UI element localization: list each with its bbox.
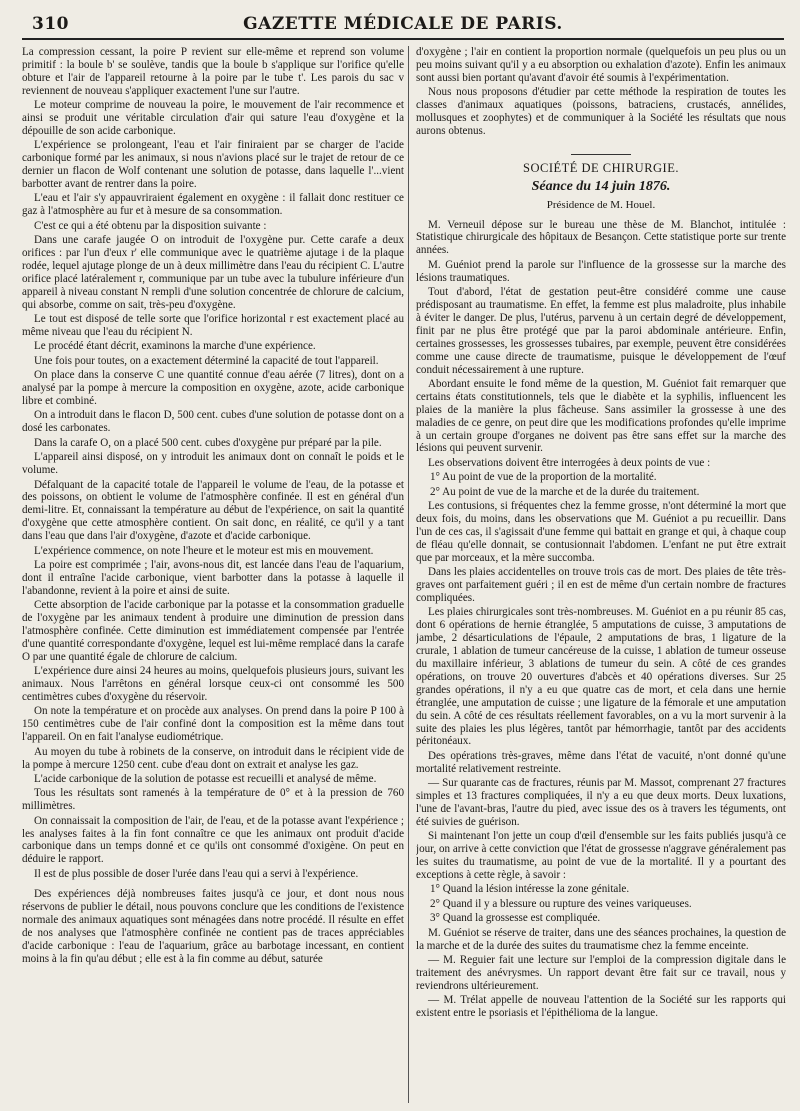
- left-paragraph: On place dans la conserve C une quantité connue d'eau aérée (7 litres), dont on a analysé par la pompe à mercure la composition en oxygène, azote, acide carbonique libre et combiné.: [22, 369, 404, 408]
- numbered-point: 2° Au point de vue de la marche et de la durée du traitement.: [430, 485, 700, 498]
- journal-title: GAZETTE MÉDICALE DE PARIS.: [243, 14, 563, 34]
- left-paragraph: Cette absorption de l'acide carbonique par la potasse et la consommation graduelle de l'oxygène par les animaux tendent à produire une diminution de pression dans l'atmosphère confinée. Cette diminution est immédiatement compensée par l'entrée d'une quantité correspondante d'oxygène, lequel est lui-même remplacé dans la carafe O par une quantité égale de chlorure de calcium.: [22, 599, 404, 663]
- column-divider: [408, 46, 409, 1103]
- report-paragraph: — M. Trélat appelle de nouveau l'attention de la Société sur les rapports qui existent entre le psoriasis et l'épithélioma de la langue.: [416, 994, 786, 1020]
- report-paragraph: — M. Reguier fait une lecture sur l'emploi de la compression digitale dans le traitement des anévrysmes. Un rapport devant être fait sur ce travail, nous y reviendrons ultérieurement.: [416, 953, 786, 992]
- numbered-point: 1° Au point de vue de la proportion de la mortalité.: [430, 471, 657, 484]
- right-continuation-paragraph: d'oxygène ; l'air en contient la proportion normale (quelquefois un peu plus ou un peu moins suivant qu'il y a eu absorption ou exhalation d'azote). Enfin les animaux sont aussi bien portant qu'avant d'avoir été soumis à l'expérimentation.: [416, 46, 786, 84]
- left-column: [22, 46, 404, 1103]
- left-paragraph: On a introduit dans le flacon D, 500 cent. cubes d'une solution de potasse dont on a dosé les carbonates.: [22, 409, 404, 435]
- report-paragraph: Les contusions, si fréquentes chez la femme grosse, n'ont déterminé la mort que deux fois, du moins, dans les observations que M. Guéniot a pu recueillir. Dans l'un de ces cas, il s'agissait d'une femme qui battait en grange et qui, à chaque coup de fléau qu'elle donnait, se contusionnait l'abdomen. L'enfant ne put être extrait que par morceaux, et la mère succomba.: [416, 500, 786, 564]
- left-paragraph: On connaissait la composition de l'air, de l'eau, et de la potasse avant l'expérience ; les analyses faites à la fin font connaître ce que les animaux ont produit d'acide carbonique dans un temps donné et ce qu'ils ont consommé d'oxigène. On peut en déduire le rapport.: [22, 814, 404, 866]
- left-paragraph: Le tout est disposé de telle sorte que l'orifice horizontal r est exactement placé au même niveau que l'eau du récipient N.: [22, 313, 404, 339]
- left-paragraph: Tous les résultats sont ramenés à la température de 0° et à la pression de 760 millimètres.: [22, 787, 404, 813]
- left-paragraph: Défalquant de la capacité totale de l'appareil le volume de l'eau, de la potasse et des poissons, on obtient le volume de l'atmosphère confinée. Il est en général d'un demi-litre. Et, connaissant la température au début de l'expérience, on sait la quantité d'oxygène que cette atmosphère contient. On sait donc, en réalité, ce qu'il y a tant dans l'eau que dans l'air d'oxygène, d'azote et d'acide carbonique.: [22, 478, 404, 543]
- left-paragraph: Dans une carafe jaugée O on introduit de l'oxygène pur. Cette carafe a deux orifices : par l'un d'eux r' elle communique avec le quatrième ajutage i de la plaque rodée, lequel ajutage plonge de un à deux millimètre dans l'eau du récipient C. L'autre orifice placé latéralement r, communique par un tube avec la tubulure inférieure d'un appareil à niveau constant N rempli d'une solution concentrée de chlorure de calcium, qui absorbe, comme on sait, très-peu d'oxygène.: [22, 234, 404, 311]
- right-continuation-paragraph: Nous nous proposons d'étudier par cette méthode la respiration de toutes les classes d'animaux aquatiques (poissons, batraciens, crustacés, annélides, mollusques et zoophytes) et de communiquer à la Société les résultats que nous aurons obtenus.: [416, 86, 786, 137]
- right-column: [416, 46, 786, 1103]
- left-paragraph: On note la température et on procède aux analyses. On prend dans la poire P 100 à 150 centimètres cube de l'air confiné dont la composition est la même dans tout l'appareil. On en fait l'analyse eudiométrique.: [22, 705, 404, 744]
- left-paragraph: L'appareil ainsi disposé, on y introduit les animaux dont on connaît le poids et le volume.: [22, 451, 404, 477]
- presidence-line: Présidence de M. Houel.: [546, 198, 656, 211]
- report-paragraph: M. Verneuil dépose sur le bureau une thèse de M. Blanchot, intitulée : Statistique chirurgicale des hôpitaux de Besançon. Cette statistique porte sur trente années.: [416, 218, 786, 257]
- report-paragraph: Dans les plaies accidentelles on trouve trois cas de mort. Des plaies de tête très-graves ont parfaitement guéri ; il en est de même d'un certain nombre de fractures compliquées.: [416, 566, 786, 604]
- numbered-point: 2° Quand il y a blessure ou rupture des veines variqueuses.: [430, 897, 692, 910]
- left-paragraph: L'eau et l'air s'y appauvriraient également en oxygène : il fallait donc restituer ce gaz à l'atmosphère au fur et à mesure de sa consommation.: [22, 192, 404, 218]
- report-paragraph: M. Guéniot se réserve de traiter, dans une des séances prochaines, la question de la marche et de la durée des suites du traumatisme chez la femme enceinte.: [416, 926, 786, 952]
- left-paragraph: Une fois pour toutes, on a exactement déterminé la capacité de tout l'appareil.: [34, 354, 379, 367]
- numbered-point: 3° Quand la grossesse est compliquée.: [430, 912, 601, 925]
- left-paragraph: La poire est comprimée ; l'air, avons-nous dit, est lancée dans l'eau de l'aquarium, dont il entraîne l'acide carbonique, vient barbotter dans la potasse à laquelle il l'abandonne, revient à la poire et ainsi de suite.: [22, 558, 404, 597]
- left-paragraph: Le moteur comprime de nouveau la poire, le mouvement de l'air recommence et ainsi se produit une véritable circulation d'air qui sature l'eau d'oxygène et la dépouille de son acide carbonique.: [22, 99, 404, 137]
- page-number: 310: [32, 14, 69, 34]
- report-paragraph: M. Guéniot prend la parole sur l'influence de la grossesse sur la marche des lésions traumatiques.: [416, 258, 786, 284]
- left-paragraph: L'expérience se prolongeant, l'eau et l'air finiraient par se charger de l'acide carbonique formé par les animaux, si nous n'avions placé sur le trajet de retour de ce dernier un flacon de Wolf contenant une solution de potasse, dans laquelle l'...vient barbotter avant de rentrer dans la poire.: [22, 139, 404, 191]
- section-rule: [571, 154, 631, 155]
- section-heading: [416, 154, 786, 175]
- page-header: [22, 10, 784, 40]
- report-paragraph: Des opérations très-graves, même dans l'état de vacuité, n'ont donné qu'une mortalité relativement restreinte.: [416, 749, 786, 775]
- left-paragraph: Le procédé étant décrit, examinons la marche d'une expérience.: [34, 340, 316, 353]
- left-paragraph: Dans la carafe O, on a placé 500 cent. cubes d'oxygène pur préparé par la pile.: [34, 436, 382, 449]
- section-title: SOCIÉTÉ DE CHIRURGIE.: [523, 160, 679, 175]
- left-paragraph: C'est ce qui a été obtenu par la disposition suivante :: [34, 219, 267, 232]
- left-paragraph: Des expériences déjà nombreuses faites jusqu'à ce jour, et dont nous nous réservons de publier le détail, nous pouvons conclure que les conditions de l'existence normale des animaux aquatiques sont ménagées dans notre procédé. Il résulte en effet de nos analyses que l'atmosphère confinée ne contient pas de traces appréciables d'acide carbonique : l'eau de l'aquarium, grâce au barbotage incessant, en contient moins à la fin qu'au début ; elle est à la fin comme au début, saturée: [22, 888, 404, 965]
- report-paragraph: Les plaies chirurgicales sont très-nombreuses. M. Guéniot en a pu réunir 85 cas, dont 6 opérations de hernie étranglée, 5 amputations de cuisse, 3 amputations de jambe, 2 désarticulations de l'épaule, 2 amputations de bras, 1 ligature de la crurale, 1 ablation de tumeur cancéreuse de la cuisse, 1 ablation de tumeur osseuse du maxillaire inférieur, 3 ablations de tumeur du sein. A côté de ces grandes opérations, on trouve 20 ouvertures d'abcès et 40 opérations diverses. Sur 25 grandes opérations, il n'y a eu que quatre cas de mort, et cela dans une hernie étranglée, une amputation de cuisse ; une ligature de la fémorale et une amputation du sein. A côté de ces résultats réellement favorables, on a vu la mort survenir à la suite des plaies les plus légères, tantôt par hémorrhagie, tantôt par des accidents péritonéaux.: [416, 606, 786, 748]
- session-title: Séance du 14 juin 1876.: [531, 178, 671, 194]
- report-paragraph: Les observations doivent être interrogées à deux points de vue :: [428, 456, 711, 469]
- left-paragraph: L'expérience commence, on note l'heure et le moteur est mis en mouvement.: [34, 544, 374, 557]
- report-paragraph: Tout d'abord, l'état de gestation peut-être considéré comme une cause prédisposant au traumatisme. En effet, la femme est plus maladroite, plus inhabile à éviter le danger. De plus, l'utérus, parvenu à un certain degré de développement, finit par ne plus être protégé que par la paroi abdominale antérieure. Enfin, certaines grossesses, les grossesses tubaires, par exemple, peuvent être considérées comme une cause directe de traumatisme, puisque le développement de l'œuf conduit nécessairement à une rupture.: [416, 286, 786, 376]
- numbered-point: 1° Quand la lésion intéresse la zone génitale.: [430, 883, 630, 896]
- left-paragraph: L'expérience dure ainsi 24 heures au moins, quelquefois plusieurs jours, suivant les animaux. Nous l'arrêtons en général lorsque ceux-ci ont consommé les 500 centimètres cubes d'oxygène du réservoir.: [22, 665, 404, 703]
- left-paragraph: Au moyen du tube à robinets de la conserve, on introduit dans le récipient vide de la pompe à mercure 1250 cent. cube d'eau dont on extrait et analyse les gaz.: [22, 745, 404, 771]
- report-paragraph: — Sur quarante cas de fractures, réunis par M. Massot, comprenant 27 fractures simples et 13 fractures compliquées, il n'y a eu que deux morts. Deux luxations, l'une de l'avant-bras, l'autre du pied, avec issue des os à travers les téguments, ont été suivies de guérison.: [416, 777, 786, 828]
- left-paragraph: Il est de plus possible de doser l'urée dans l'eau qui a servi à l'expérience.: [34, 867, 359, 880]
- left-paragraph: La compression cessant, la poire P revient sur elle-même et reprend son volume primitif : la boule b' se soulève, tandis que la boule b s'applique sur l'orifice qu'elle obture et l'air de l'appareil retourne à la poire par le tube t'. Les parois du sac v reviennent de nouveau s'appliquer exactement l'une sur l'autre.: [22, 46, 404, 97]
- report-paragraph: Abordant ensuite le fond même de la question, M. Guéniot fait remarquer que certains états constitutionnels, tels que le diabète et la syphilis, influencent les plaies de la manière la plus fâcheuse. Sans assimiler la grossesse à une des maladies de ce genre, on peut dire que les modifications profondes qu'elle imprime à un certain groupe d'organes ne doivent pas être sans effet sur la marche des lésions qui peuvent survenir.: [416, 377, 786, 455]
- left-paragraph: L'acide carbonique de la solution de potasse est recueilli et analysé de même.: [34, 772, 377, 785]
- report-paragraph: Si maintenant l'on jette un coup d'œil d'ensemble sur les faits publiés jusqu'à ce jour, on arrive à cette conviction que l'état de grossesse n'aggrave généralement pas les suites du traumatisme, au point de vue de la mortalité. Il y a pourtant des exceptions à cette règle, à savoir :: [416, 830, 786, 881]
